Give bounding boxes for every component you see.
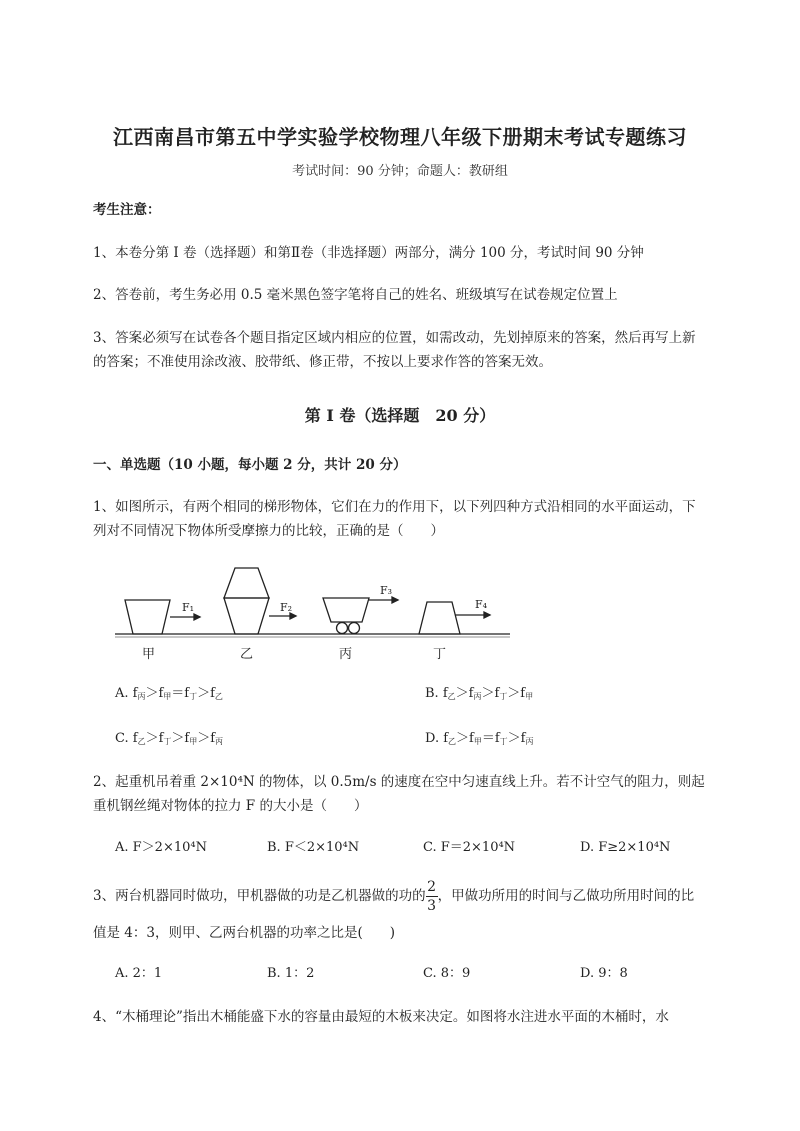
q1-stem-line1: 1、如图所示，有两个相同的梯形物体，它们在力的作用下，以下列四种方式沿相同的水平面运动，下 xyxy=(93,499,696,515)
q1-option-b[interactable]: B. $f_乙>f_丙>f_丁>f_甲$ xyxy=(425,686,534,701)
page-title: 江西南昌市第五中学实验学校物理八年级下册期末考试专题练习 xyxy=(113,125,687,149)
q3-option-a[interactable]: A. 2：1 xyxy=(115,966,163,981)
q2-option-b[interactable]: B. F＜2×10⁴N xyxy=(267,840,360,855)
notice-item-3: 3、答案必须写在试卷各个题目指定区域内相应的位置，如需改动，先划掉原来的答案，然后再写上新 xyxy=(93,330,696,346)
force-label-3: F₃ xyxy=(380,584,393,597)
figure-label-ding: 丁 xyxy=(433,647,447,662)
q1-option-a[interactable]: A. $f_丙>f_甲=f_丁>f_乙$ xyxy=(115,686,223,701)
q4-stem-line1: 4、“木桶理论”指出木桶能盛下水的容量由最短的木板来决定。如图将水注进水平面的木桶时，水 xyxy=(93,1009,669,1025)
q1-figure xyxy=(110,556,530,666)
section-title: 第 I 卷（选择题 20 分） xyxy=(304,406,496,425)
q3-stem-line2: 值是 4：3，则甲、乙两台机器的功率之比是( ) xyxy=(93,925,396,941)
q1-option-d[interactable]: D. $f_乙>f_甲=f_丁>f_丙$ xyxy=(425,731,534,746)
figure-label-jia: 甲 xyxy=(142,647,156,662)
block-yi-top xyxy=(224,568,269,598)
force-label-1: F₁ xyxy=(182,601,195,614)
block-yi-bottom xyxy=(224,598,269,634)
notice-item-1: 1、本卷分第 I 卷（选择题）和第Ⅱ卷（非选择题）两部分，满分 100 分，考试时间 90 分钟 xyxy=(93,245,644,261)
q3-option-b[interactable]: B. 1：2 xyxy=(267,966,315,981)
part-heading: 一、单选题（10 小题，每小题 2 分，共计 20 分） xyxy=(93,457,407,473)
notice-heading: 考生注意： xyxy=(93,202,161,218)
q1-stem-line2: 列对不同情况下物体所受摩擦力的比较，正确的是（ ） xyxy=(93,523,444,539)
q3-stem-line1: 3、两台机器同时做功，甲机器做的功是乙机器做的功的 $\frac{2}{3}$ ，甲做功所用的时间与乙做功所用时间的比 xyxy=(93,879,695,914)
q2-option-a[interactable]: A. F＞2×10⁴N xyxy=(115,840,207,855)
q1-option-c[interactable]: C. $f_乙>f_丁>f_甲>f_丙$ xyxy=(115,731,224,746)
fraction: $\frac{2}{3}$ xyxy=(427,879,437,914)
notice-item-3-cont: 的答案；不准使用涂改液、胶带纸、修正带，不按以上要求作答的答案无效。 xyxy=(93,354,552,370)
force-label-2: F₂ xyxy=(280,601,293,614)
block-bing xyxy=(323,598,369,622)
q3-option-c[interactable]: C. 8：9 xyxy=(423,966,471,981)
q2-stem-line2: 重机钢丝绳对物体的拉力 F 的大小是（ ） xyxy=(93,798,368,814)
q3-option-d[interactable]: D. 9：8 xyxy=(580,966,628,981)
roller-1 xyxy=(337,623,348,634)
figure-label-yi: 乙 xyxy=(240,647,254,662)
notice-item-2: 2、答卷前，考生务必用 0.5 毫米黑色签字笔将自己的姓名、班级填写在试卷规定位置上 xyxy=(93,287,618,303)
exam-info: 考试时间：90 分钟；命题人：教研组 xyxy=(292,164,508,179)
q2-option-d[interactable]: D. F≥2×10⁴N xyxy=(580,840,671,855)
block-ding xyxy=(419,602,460,634)
roller-2 xyxy=(349,623,360,634)
block-jia xyxy=(125,600,170,634)
figure-label-bing: 丙 xyxy=(339,647,353,662)
q2-stem-line1: 2、起重机吊着重 2×10⁴N 的物体，以 0.5m/s 的速度在空中匀速直线上升。若不计空气的阻力，则起 xyxy=(93,774,705,790)
force-label-4: F₄ xyxy=(475,598,488,611)
q2-option-c[interactable]: C. F＝2×10⁴N xyxy=(423,840,516,855)
